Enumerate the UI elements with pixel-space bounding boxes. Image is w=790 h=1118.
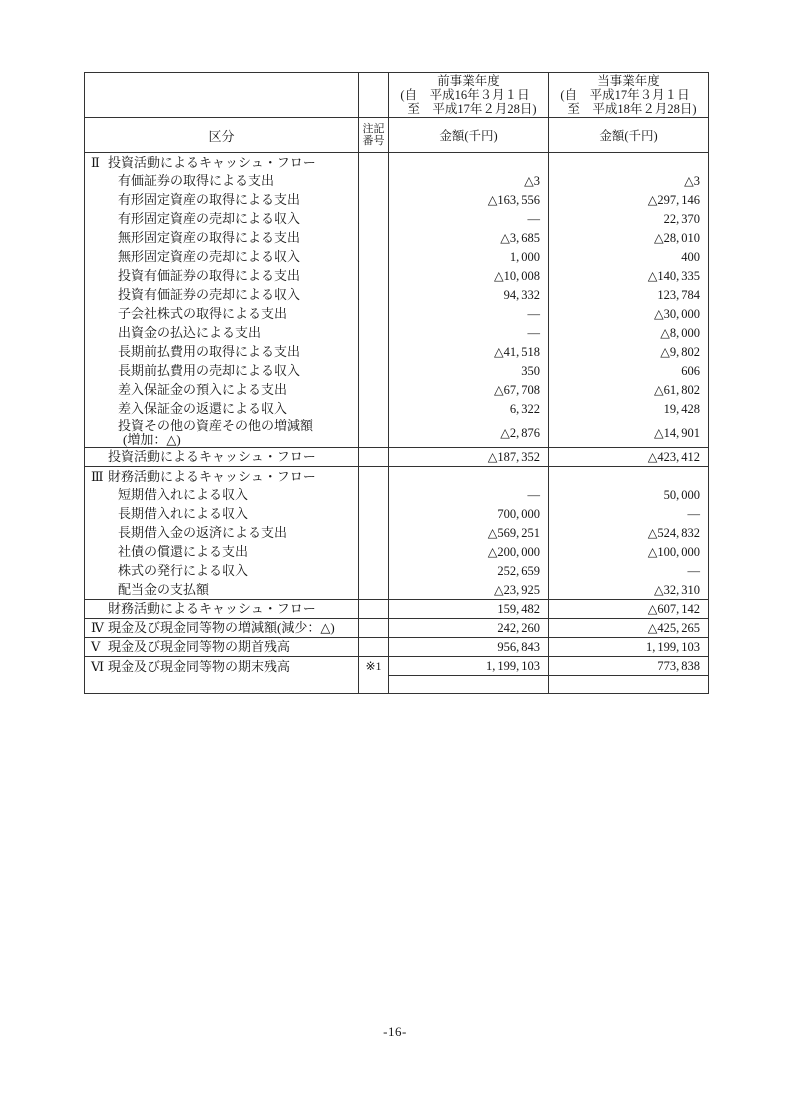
table-row	[85, 676, 709, 694]
table-row	[85, 419, 709, 448]
amount-curr-cell: △425, 265	[549, 619, 709, 638]
col-header-amount-prev: 金額(千円)	[389, 118, 549, 153]
amount-prev-cell: △200, 000	[389, 543, 549, 562]
amount-curr-cell: △297, 146	[549, 191, 709, 210]
note-cell	[359, 286, 389, 305]
row-label: 有価証券の取得による支出	[118, 173, 275, 189]
table-row	[85, 448, 709, 467]
amount-curr-cell: △100, 000	[549, 543, 709, 562]
section-numeral: Ⅲ	[91, 468, 104, 484]
amount-prev-cell: 956, 843	[389, 638, 549, 657]
category-cell	[85, 210, 359, 229]
row-label: 長期前払費用の取得による支出	[118, 344, 301, 360]
header-blank-category	[85, 73, 359, 118]
note-cell	[359, 324, 389, 343]
table-row	[85, 600, 709, 619]
row-label: 投資その他の資産その他の増減額	[118, 418, 314, 434]
row-label: 差入保証金の預入による支出	[118, 382, 288, 398]
category-cell	[85, 267, 359, 286]
category-cell	[85, 324, 359, 343]
note-cell	[359, 191, 389, 210]
row-label: 投資有価証券の売却による収入	[118, 287, 301, 303]
note-cell	[359, 524, 389, 543]
amount-curr-cell: △423, 412	[549, 448, 709, 467]
table-row	[85, 657, 709, 676]
category-cell	[85, 229, 359, 248]
category-cell	[85, 505, 359, 524]
table-row	[85, 400, 709, 419]
amount-curr-cell: △30, 000	[549, 305, 709, 324]
section-numeral: Ⅴ	[91, 639, 101, 655]
note-cell	[359, 676, 389, 694]
amount-prev-cell: △41, 518	[389, 343, 549, 362]
amount-prev-cell: △569, 251	[389, 524, 549, 543]
col-header-prev-period	[389, 73, 549, 118]
amount-prev-cell: 350	[389, 362, 549, 381]
amount-prev-cell: △2, 876	[389, 419, 549, 448]
amount-prev-cell	[389, 153, 549, 172]
amount-curr-cell: △8, 000	[549, 324, 709, 343]
amount-prev-cell: ―	[389, 324, 549, 343]
row-label: 配当金の支払額	[118, 582, 210, 597]
curr-period-from: (自 平成17年３月１日	[560, 88, 690, 102]
col-header-curr-period	[549, 73, 709, 118]
amount-curr-cell: △32, 310	[549, 581, 709, 600]
category-cell	[85, 543, 359, 562]
amount-curr-cell: △28, 010	[549, 229, 709, 248]
category-cell	[85, 400, 359, 419]
curr-period-title: 当事業年度	[597, 74, 660, 88]
section-numeral: Ⅵ	[91, 658, 105, 674]
row-label-line2: (増加：△)	[123, 431, 181, 447]
table-row	[85, 467, 709, 486]
prev-period-dates	[400, 88, 536, 116]
note-cell	[359, 229, 389, 248]
amount-prev-cell: △10, 008	[389, 267, 549, 286]
amount-curr-cell: 123, 784	[549, 286, 709, 305]
note-cell	[359, 600, 389, 619]
amount-curr-cell	[549, 676, 709, 694]
amount-curr-cell: 19, 428	[549, 400, 709, 419]
period-header-row	[85, 73, 709, 118]
amount-prev-cell: 700, 000	[389, 505, 549, 524]
row-label: 現金及び現金同等物の期末残高	[108, 658, 291, 674]
amount-curr-cell: 22, 370	[549, 210, 709, 229]
table-row	[85, 505, 709, 524]
cash-flow-table	[84, 72, 709, 694]
note-header-line2: 番号	[362, 135, 385, 147]
row-label: 投資有価証券の取得による支出	[118, 268, 301, 284]
row-label: 差入保証金の返還による収入	[118, 401, 288, 417]
row-label: 無形固定資産の売却による収入	[118, 249, 301, 265]
table-row	[85, 524, 709, 543]
amount-prev-cell	[389, 676, 549, 694]
table-body	[85, 153, 709, 694]
row-label: 現金及び現金同等物の期首残高	[108, 639, 291, 655]
section-numeral: Ⅱ	[91, 154, 100, 170]
category-cell	[85, 486, 359, 505]
category-cell	[85, 153, 359, 172]
amount-curr-cell: △14, 901	[549, 419, 709, 448]
category-cell	[85, 619, 359, 638]
category-cell	[85, 248, 359, 267]
row-label: 財務活動によるキャッシュ・フロー	[108, 468, 316, 484]
amount-prev-cell: 1, 000	[389, 248, 549, 267]
amount-curr-cell: △524, 832	[549, 524, 709, 543]
category-cell	[85, 562, 359, 581]
note-cell	[359, 400, 389, 419]
row-label: 投資活動によるキャッシュ・フロー	[108, 449, 316, 465]
amount-curr-cell: △3	[549, 172, 709, 191]
note-cell	[359, 343, 389, 362]
table-row	[85, 381, 709, 400]
amount-curr-cell: 606	[549, 362, 709, 381]
category-cell	[85, 638, 359, 657]
category-cell	[85, 676, 359, 694]
note-cell	[359, 619, 389, 638]
amount-curr-cell: △9, 802	[549, 343, 709, 362]
prev-period-title: 前事業年度	[437, 74, 500, 88]
amount-curr-cell: 50, 000	[549, 486, 709, 505]
category-cell	[85, 191, 359, 210]
amount-prev-cell: 94, 332	[389, 286, 549, 305]
table-row	[85, 486, 709, 505]
note-cell	[359, 153, 389, 172]
category-cell	[85, 448, 359, 467]
column-header-row	[85, 118, 709, 153]
note-cell	[359, 581, 389, 600]
note-cell	[359, 543, 389, 562]
amount-curr-cell	[549, 467, 709, 486]
note-cell	[359, 381, 389, 400]
category-cell	[85, 524, 359, 543]
table-row	[85, 305, 709, 324]
note-cell	[359, 362, 389, 381]
table-row	[85, 562, 709, 581]
row-label: 株式の発行による収入	[118, 563, 249, 579]
amount-curr-cell: 773, 838	[549, 657, 709, 676]
note-cell	[359, 486, 389, 505]
category-cell	[85, 362, 359, 381]
category-cell	[85, 343, 359, 362]
prev-period-to: 至 平成17年２月28日)	[407, 102, 537, 116]
row-label: 有形固定資産の取得による支出	[118, 192, 301, 208]
category-cell	[85, 381, 359, 400]
table-row	[85, 229, 709, 248]
amount-curr-cell: ―	[549, 505, 709, 524]
amount-curr-cell: △140, 335	[549, 267, 709, 286]
row-label: 現金及び現金同等物の増減額(減少：△)	[108, 620, 335, 636]
table-row	[85, 153, 709, 172]
note-cell	[359, 305, 389, 324]
category-cell	[85, 419, 359, 448]
note-cell	[359, 562, 389, 581]
note-cell	[359, 210, 389, 229]
amount-prev-cell: ―	[389, 210, 549, 229]
curr-period-dates	[560, 88, 696, 116]
table-row	[85, 638, 709, 657]
curr-period-to: 至 平成18年２月28日)	[567, 102, 697, 116]
note-cell	[359, 248, 389, 267]
table-row	[85, 543, 709, 562]
table-row	[85, 581, 709, 600]
header-blank-note	[359, 73, 389, 118]
row-label: 長期借入れによる収入	[118, 506, 249, 522]
page-number: -16-	[383, 1024, 407, 1039]
row-label: 長期借入金の返済による支出	[118, 525, 288, 541]
row-label: 投資活動によるキャッシュ・フロー	[108, 154, 316, 170]
amount-prev-cell: ―	[389, 486, 549, 505]
amount-prev-cell: △23, 925	[389, 581, 549, 600]
row-label: 財務活動によるキャッシュ・フロー	[108, 601, 316, 617]
row-label: 有形固定資産の売却による収入	[118, 211, 301, 227]
amount-prev-cell: △163, 556	[389, 191, 549, 210]
category-cell	[85, 600, 359, 619]
amount-curr-cell	[549, 153, 709, 172]
row-label: 出資金の払込による支出	[118, 325, 262, 341]
note-header-line1: 注記	[362, 123, 385, 135]
amount-curr-cell: △607, 142	[549, 600, 709, 619]
note-cell: ※1	[359, 657, 389, 676]
note-cell	[359, 267, 389, 286]
row-label: 長期前払費用の売却による収入	[118, 363, 301, 379]
col-header-note	[359, 118, 389, 153]
amount-prev-cell: 1, 199, 103	[389, 657, 549, 676]
section-numeral: Ⅳ	[91, 620, 104, 636]
amount-prev-cell: △187, 352	[389, 448, 549, 467]
table-row	[85, 286, 709, 305]
table-row	[85, 191, 709, 210]
prev-period-from: (自 平成16年３月１日	[400, 88, 530, 102]
table-row	[85, 324, 709, 343]
row-label: 短期借入れによる収入	[118, 487, 249, 503]
amount-prev-cell: 6, 322	[389, 400, 549, 419]
category-cell	[85, 467, 359, 486]
amount-prev-cell: △3	[389, 172, 549, 191]
note-cell	[359, 467, 389, 486]
amount-curr-cell: 1, 199, 103	[549, 638, 709, 657]
amount-prev-cell	[389, 467, 549, 486]
category-cell	[85, 581, 359, 600]
table-row	[85, 362, 709, 381]
amount-curr-cell: ―	[549, 562, 709, 581]
note-cell	[359, 419, 389, 448]
table-row	[85, 172, 709, 191]
amount-prev-cell: △3, 685	[389, 229, 549, 248]
amount-prev-cell: 242, 260	[389, 619, 549, 638]
note-cell	[359, 505, 389, 524]
amount-curr-cell: 400	[549, 248, 709, 267]
amount-prev-cell: ―	[389, 305, 549, 324]
amount-prev-cell: △67, 708	[389, 381, 549, 400]
category-cell	[85, 305, 359, 324]
amount-prev-cell: 159, 482	[389, 600, 549, 619]
row-label: 無形固定資産の取得による支出	[118, 230, 301, 246]
table-row	[85, 343, 709, 362]
note-cell	[359, 172, 389, 191]
category-cell	[85, 286, 359, 305]
amount-curr-cell: △61, 802	[549, 381, 709, 400]
category-cell	[85, 657, 359, 676]
note-cell	[359, 638, 389, 657]
table-row	[85, 210, 709, 229]
amount-prev-cell: 252, 659	[389, 562, 549, 581]
row-label: 子会社株式の取得による支出	[118, 306, 288, 322]
table-row	[85, 248, 709, 267]
table-row	[85, 619, 709, 638]
col-header-amount-curr: 金額(千円)	[549, 118, 709, 153]
col-header-category: 区分	[85, 118, 359, 153]
category-cell	[85, 172, 359, 191]
row-label: 社債の償還による支出	[118, 544, 249, 560]
table-row	[85, 267, 709, 286]
note-cell	[359, 448, 389, 467]
